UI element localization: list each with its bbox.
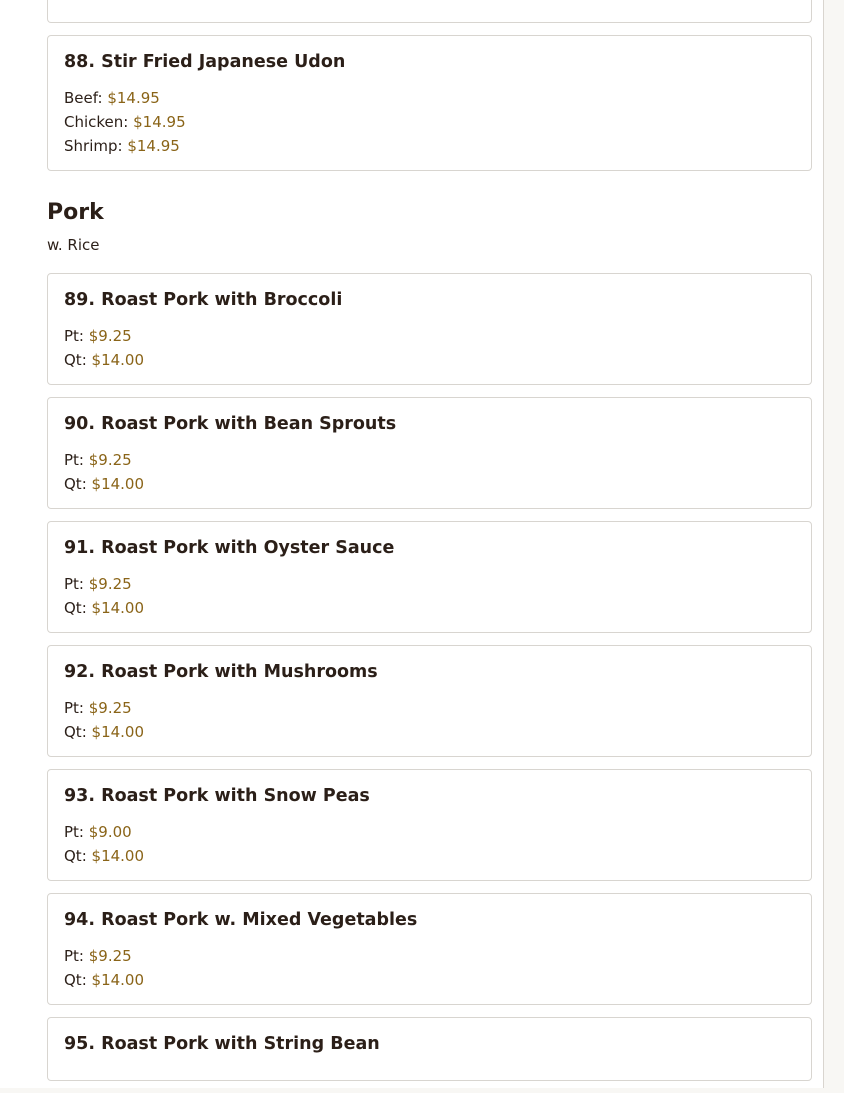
price-row: [64, 448, 795, 472]
price-value: $14.95: [107, 89, 160, 107]
price-row: [64, 596, 795, 620]
price-label: Qt:: [64, 971, 87, 989]
price-value: $9.25: [88, 575, 132, 593]
price-row: [64, 844, 795, 868]
price-label: Pt:: [64, 947, 84, 965]
menu-item-card: [47, 273, 812, 385]
menu-item-card: [47, 35, 812, 171]
menu-item-card: [47, 893, 812, 1005]
price-value: $14.00: [91, 847, 145, 865]
price-row: [64, 110, 795, 134]
price-label: Pt:: [64, 575, 84, 593]
price-row: [64, 696, 795, 720]
menu-item-title: 89. Roast Pork with Broccoli: [64, 290, 343, 310]
price-row: [64, 472, 795, 496]
price-value: $14.00: [91, 971, 145, 989]
price-row: [64, 324, 795, 348]
price-label: Qt:: [64, 475, 87, 493]
price-value: $14.00: [91, 475, 145, 493]
price-label: Qt:: [64, 599, 87, 617]
menu-item-card: [47, 645, 812, 757]
menu-item-title: 95. Roast Pork with String Bean: [64, 1034, 380, 1054]
price-value: $14.95: [133, 113, 186, 131]
price-row: [64, 134, 795, 158]
price-value: $9.25: [88, 327, 132, 345]
price-label: Beef:: [64, 89, 103, 107]
price-value: $9.25: [88, 947, 132, 965]
price-label: Pt:: [64, 327, 84, 345]
price-label: Pt:: [64, 823, 84, 841]
menu-list: [47, 0, 812, 1093]
price-row: [64, 348, 795, 372]
menu-item-title: 93. Roast Pork with Snow Peas: [64, 786, 370, 806]
menu-item-card: [47, 397, 812, 509]
price-label: Chicken:: [64, 113, 129, 131]
price-row: [64, 820, 795, 844]
price-row: [64, 572, 795, 596]
price-value: $9.00: [88, 823, 132, 841]
menu-item-title: 91. Roast Pork with Oyster Sauce: [64, 538, 395, 558]
section-header: [47, 199, 812, 255]
price-label: Pt:: [64, 699, 84, 717]
price-label: Qt:: [64, 351, 87, 369]
price-value: $14.00: [91, 351, 145, 369]
section-subtitle: w. Rice: [47, 236, 100, 254]
price-label: Pt:: [64, 451, 84, 469]
price-value: $9.25: [88, 451, 132, 469]
price-row: [64, 944, 795, 968]
menu-item-title: 90. Roast Pork with Bean Sprouts: [64, 414, 397, 434]
price-label: Qt:: [64, 847, 87, 865]
price-value: $9.25: [88, 699, 132, 717]
menu-item-card: [47, 0, 812, 23]
menu-item-title: 92. Roast Pork with Mushrooms: [64, 662, 378, 682]
price-row: [64, 720, 795, 744]
price-row: [64, 86, 795, 110]
price-value: $14.00: [91, 599, 145, 617]
menu-item-card: [47, 769, 812, 881]
menu-item-card: [47, 1017, 812, 1081]
menu-item-title: 88. Stir Fried Japanese Udon: [64, 52, 346, 72]
price-value: $14.95: [127, 137, 180, 155]
price-row: [64, 968, 795, 992]
menu-item-card: [47, 521, 812, 633]
menu-item-title: 94. Roast Pork w. Mixed Vegetables: [64, 910, 418, 930]
section-title: Pork: [47, 200, 104, 225]
price-label: Shrimp:: [64, 137, 123, 155]
price-value: $14.00: [91, 723, 145, 741]
price-label: Qt:: [64, 723, 87, 741]
